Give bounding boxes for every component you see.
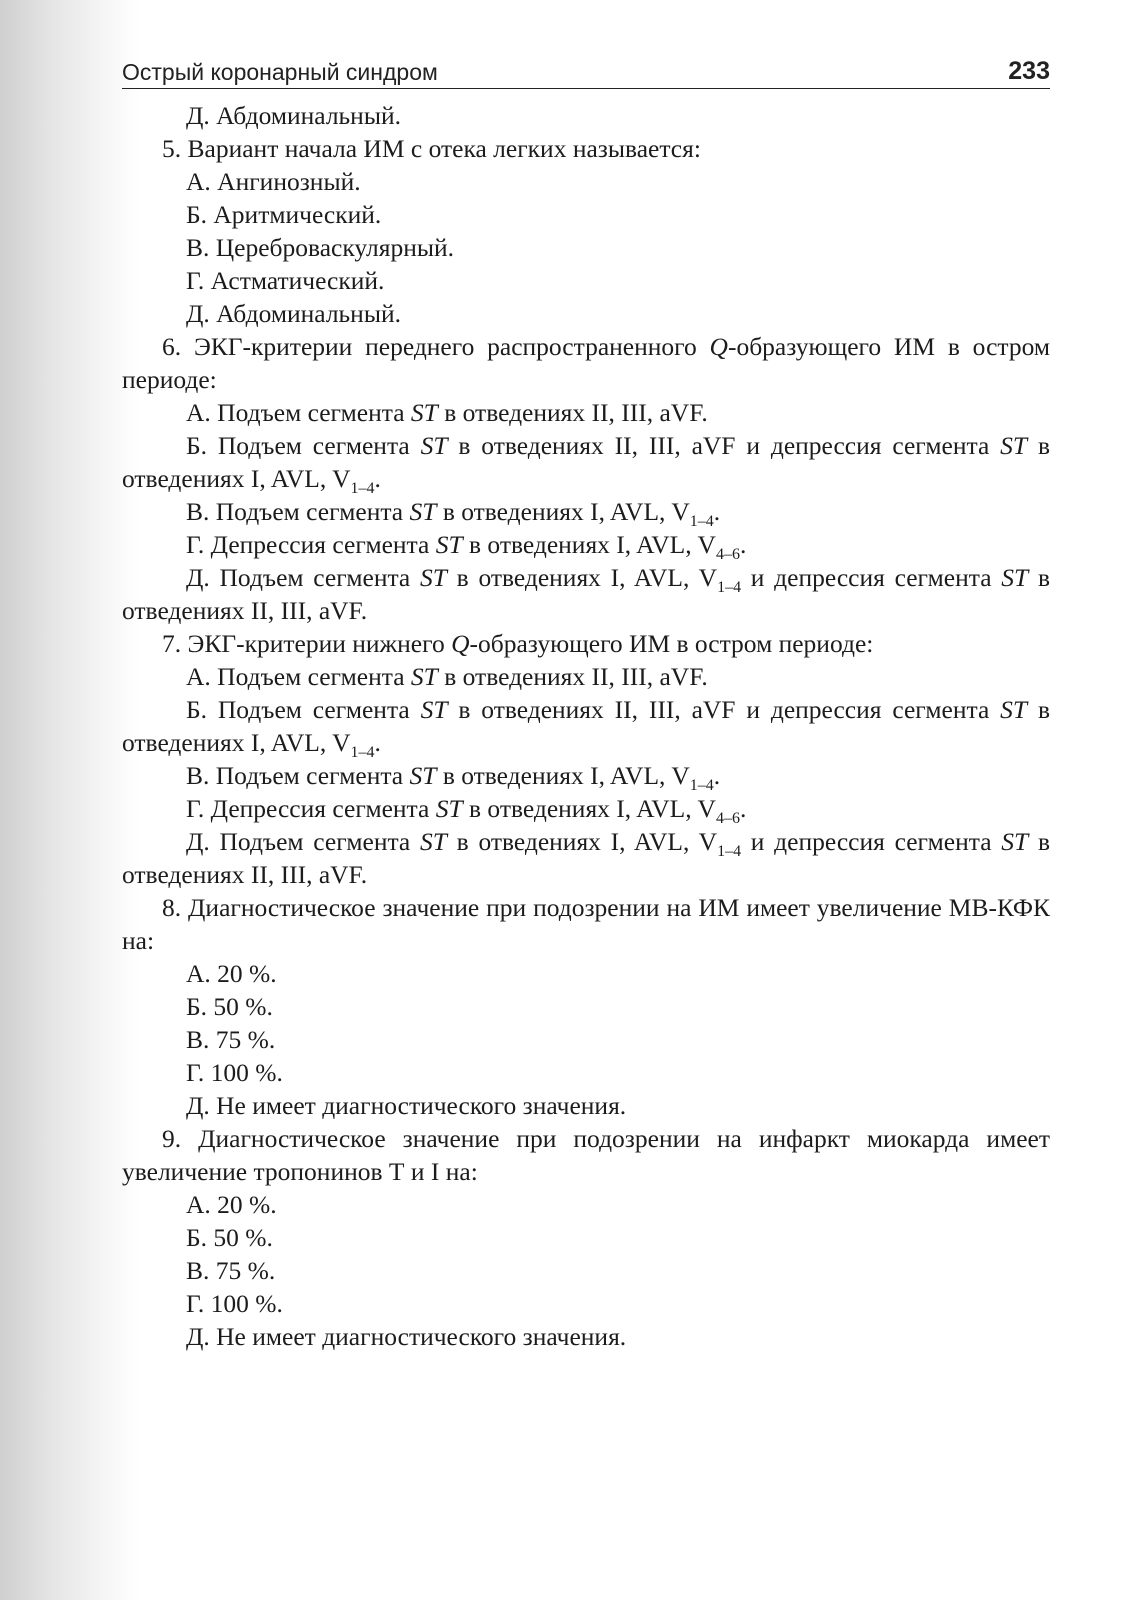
question-7-option-c: В. Подъем сегмента ST в отведениях I, AVL, $V_{1-4}$. xyxy=(186,761,721,795)
question-8-option-c: В. 75 %. xyxy=(186,1025,276,1054)
question-9-option-c: В. 75 %. xyxy=(186,1256,276,1285)
question-4-option-d: Д. Абдоминальный. xyxy=(186,101,401,130)
question-8-option-a: А. 20 %. xyxy=(186,959,277,988)
question-6-option-b: Б. Подъем сегмента ST в отведениях II, III, aVF и депрессия сегмента ST в отведениях I, AVL, $V_{1-4}$. xyxy=(122,431,1051,498)
running-head xyxy=(122,52,1050,89)
question-6-option-c: В. Подъем сегмента ST в отведениях I, AVL, $V_{1-4}$. xyxy=(186,497,721,531)
question-8-option-b: Б. 50 %. xyxy=(186,992,273,1021)
question-5: 5. Вариант начала ИМ с отека легких называется: xyxy=(162,134,701,163)
question-9: 9. Диагностическое значение при подозрении на инфаркт миокарда имеет увеличение тропонинов Т и I на: xyxy=(122,1124,1050,1186)
question-8-option-e: Д. Не имеет диагностического значения. xyxy=(186,1091,627,1120)
question-7-option-b: Б. Подъем сегмента ST в отведениях II, III, aVF и депрессия сегмента ST в отведениях I, AVL, $V_{1-4}$. xyxy=(122,695,1051,762)
question-9-option-a: А. 20 %. xyxy=(186,1190,277,1219)
question-7-option-d: Г. Депрессия сегмента ST в отведениях I, AVL, $V_{4-6}$. xyxy=(186,794,747,828)
question-9-option-b: Б. 50 %. xyxy=(186,1223,273,1252)
page-gutter-shadow xyxy=(0,0,140,1600)
question-5-option-e: Д. Абдоминальный. xyxy=(186,299,401,328)
question-5-option-c: В. Цереброваскулярный. xyxy=(186,233,455,262)
question-6: 6. ЭКГ-критерии переднего распространенного Q-образующего ИМ в остром периоде: xyxy=(122,332,1050,394)
question-7: 7. ЭКГ-критерии нижнего Q-образующего ИМ в остром периоде: xyxy=(162,629,874,658)
question-6-option-d: Г. Депрессия сегмента ST в отведениях I, AVL, $V_{4-6}$. xyxy=(186,530,747,564)
question-5-option-b: Б. Аритмический. xyxy=(186,200,382,229)
question-6-option-e: Д. Подъем сегмента ST в отведениях I, AVL, $V_{1-4}$ и депрессия сегмента ST в отведениях II, III, aVF. xyxy=(122,563,1050,625)
question-7-option-e: Д. Подъем сегмента ST в отведениях I, AVL, $V_{1-4}$ и депрессия сегмента ST в отведениях II, III, aVF. xyxy=(122,827,1050,889)
running-title: Острый коронарный синдром xyxy=(122,59,438,85)
question-5-option-a: А. Ангинозный. xyxy=(186,167,361,196)
question-9-option-e: Д. Не имеет диагностического значения. xyxy=(186,1322,627,1351)
question-list xyxy=(122,99,1050,1353)
page-number: 233 xyxy=(1008,57,1050,85)
question-8-option-d: Г. 100 %. xyxy=(186,1058,283,1087)
question-7-option-a: А. Подъем сегмента ST в отведениях II, III, aVF. xyxy=(186,662,708,691)
question-8: 8. Диагностическое значение при подозрении на ИМ имеет увеличение МВ-КФК на: xyxy=(122,893,1050,955)
book-page xyxy=(122,52,1050,1353)
question-5-option-d: Г. Астматический. xyxy=(186,266,385,295)
question-9-option-d: Г. 100 %. xyxy=(186,1289,283,1318)
question-6-option-a: А. Подъем сегмента ST в отведениях II, III, aVF. xyxy=(186,398,708,427)
